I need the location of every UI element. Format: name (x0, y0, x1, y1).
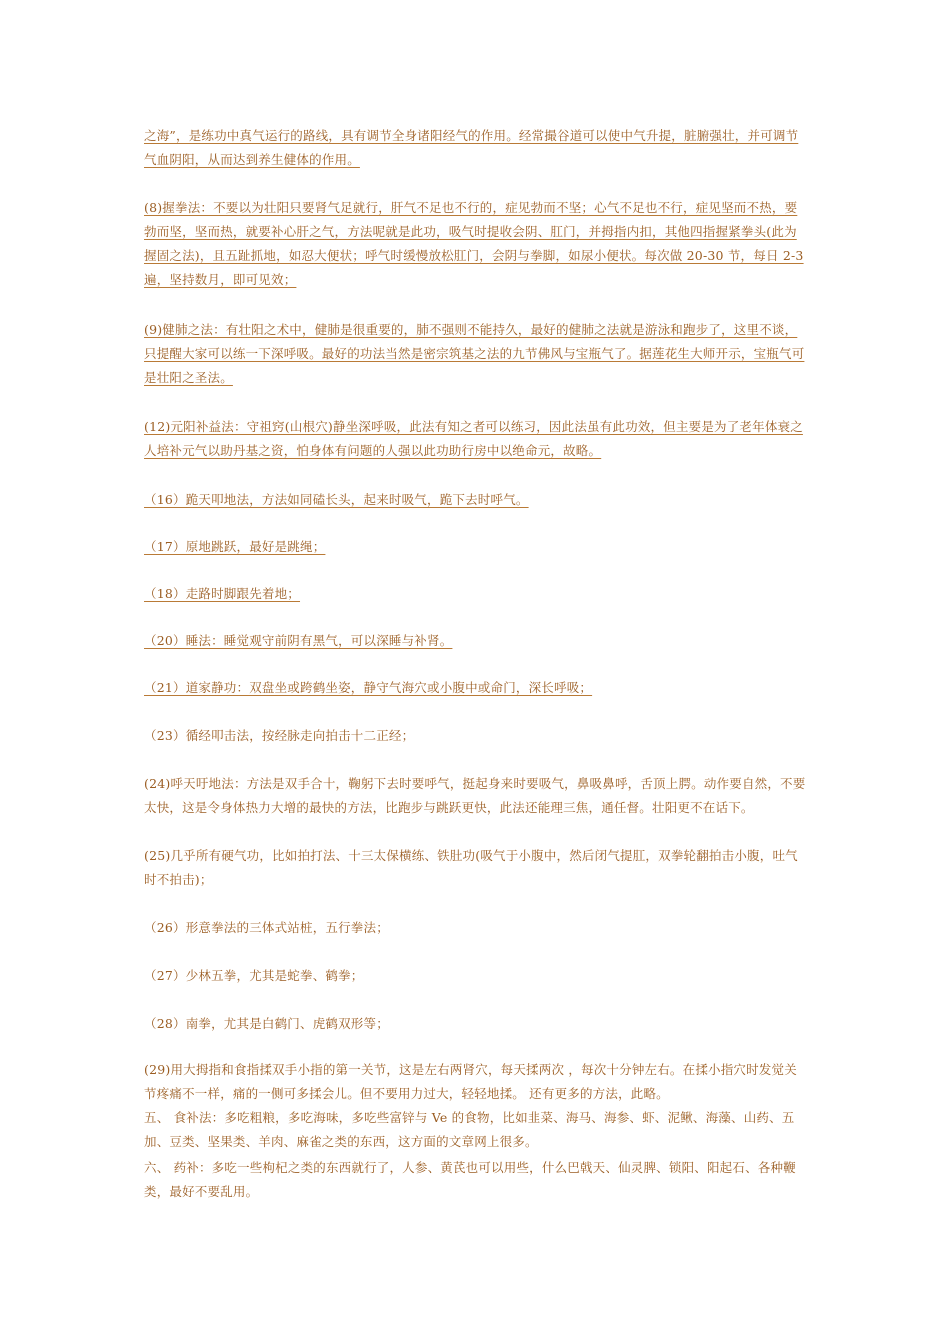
paragraph-gudao-intro: 之海”，是练功中真气运行的路线，具有调节全身诸阳经气的作用。经常撮谷道可以使中气升提，脏腑强壮，并可调节气血阴阳，从而达到养生健体的作用。 (144, 128, 799, 167)
paragraph-26-xingyi: （26）形意拳法的三体式站桩，五行拳法； (144, 920, 389, 935)
paragraph-5-diet: 五、 食补法：多吃粗粮，多吃海味，多吃些富锌与 Ve 的食物，比如韭菜、海马、海参、虾、泥鳅、海藻、山药、五加、豆类、坚果类、羊肉、麻雀之类的东西，这方面的文章网上很多。 (144, 1110, 795, 1149)
paragraph-23-meridian: （23）循经叩击法，按经脉走向拍击十二正经； (144, 728, 415, 743)
paragraph-20-sleep: （20）睡法：睡觉观守前阴有黑气，可以深睡与补肾。 (144, 633, 453, 648)
paragraph-8-fist-method: (8)握拳法：不要以为壮阳只要肾气足就行，肝气不足也不行的，症见勃而不坚；心气不足也不行，症见坚而不热，要勃而坚，坚而热，就要补心肝之气，方法呢就是此功，吸气时提收会阴、肛门，并拇指内扣，其他四指握紧拳头(此为握固之法)，且五趾抓地，如忍大便状；呼气时缓慢放松肛门，会阴与拳脚，如尿小便状。每次做 20-30 节，每日 2-3 遍，坚持数月，即可见效； (144, 200, 804, 287)
paragraph-25-hard-qigong: (25)几乎所有硬气功，比如拍打法、十三太保横练、铁肚功(吸气于小腹中，然后闭气提肛，双拳轮翻拍击小腹，吐气时不拍击)； (144, 848, 798, 887)
paragraph-16-kneel-method: （16）跪天叩地法，方法如同磕长头，起来时吸气，跪下去时呼气。 (144, 492, 529, 507)
paragraph-21-daoist: （21）道家静功：双盘坐或跨鹤坐姿，静守气海穴或小腹中或命门，深长呼吸； (144, 680, 593, 695)
paragraph-9-lung-method: (9)健肺之法：有壮阳之术中，健肺是很重要的，肺不强则不能持久，最好的健肺之法就是游泳和跑步了，这里不谈，只提醒大家可以练一下深呼吸。最好的功法当然是密宗筑基之法的九节佛风与宝瓶气了。据莲花生大师开示，宝瓶气可是壮阳之圣法。 (144, 322, 805, 385)
paragraph-17-jump: （17）原地跳跃，最好是跳绳； (144, 539, 326, 554)
paragraph-12-yuanyang-method: (12)元阳补益法：守祖窍(山根穴)静坐深呼吸，此法有知之者可以练习，因此法虽有此功效，但主要是为了老年体衰之人培补元气以助丹基之资，怕身体有问题的人强以此功助行房中以绝命元，故略。 (144, 419, 803, 458)
paragraph-24-breath: (24)呼天吁地法：方法是双手合十，鞠躬下去时要呼气，挺起身来时要吸气，鼻吸鼻呼，舌顶上腭。动作要自然，不要太快，这是令身体热力大增的最快的方法，比跑步与跳跃更快，此法还能理三焦，通任督。壮阳更不在话下。 (144, 776, 806, 815)
paragraph-6-herbs: 六、 药补：多吃一些枸杞之类的东西就行了，人参、黄芪也可以用些，什么巴戟天、仙灵脾、锁阳、阳起石、各种鞭类，最好不要乱用。 (144, 1160, 796, 1199)
paragraph-18-walk: （18）走路时脚跟先着地； (144, 586, 301, 601)
paragraph-29-finger: (29)用大拇指和食指揉双手小指的第一关节，这是左右两肾穴，每天揉两次 ，每次十分钟左右。在揉小指穴时发觉关节疼痛不一样，痛的一侧可多揉会儿。但不要用力过大，轻轻地揉。 还有更多的方法，此略。 (144, 1062, 797, 1101)
paragraph-27-shaolin: （27）少林五拳，尤其是蛇拳、鹤拳； (144, 968, 364, 983)
paragraph-28-southern: （28）南拳，尤其是白鹤门、虎鹤双形等； (144, 1016, 389, 1031)
